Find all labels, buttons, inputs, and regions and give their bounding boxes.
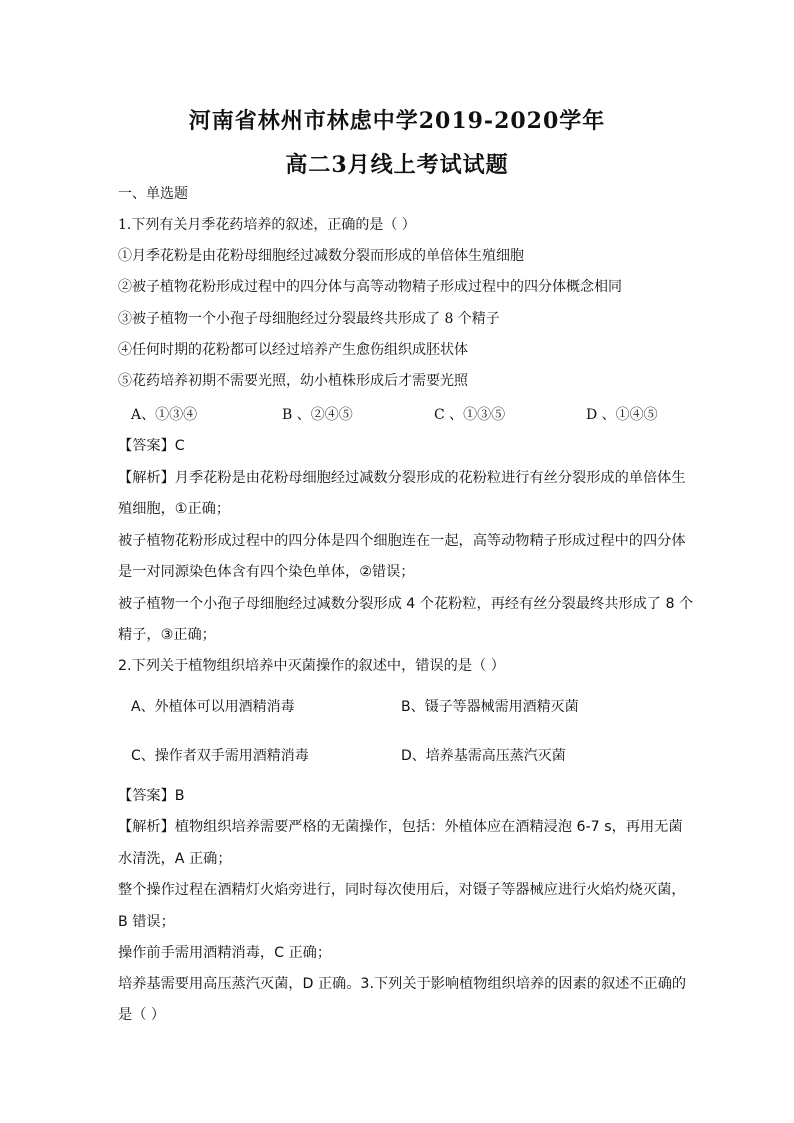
q2-analysis-line: B 错误； [118,914,175,930]
q2-option-d: D、培养基需高压蒸汽灭菌 [401,748,566,764]
q1-option-c: C 、①③⑤ [434,407,506,423]
q1-item: ③被子植物一个小孢子母细胞经过分裂最终共形成了 8 个精子 [118,311,500,327]
q1-item: ⑤花药培养初期不需要光照，幼小植株形成后才需要光照 [118,373,468,389]
q1-analysis-line: 殖细胞，①正确； [118,501,231,517]
q2-option-c: C、操作者双手需用酒精消毒 [131,748,309,764]
q1-analysis-line: 是一对同源染色体含有四个染色单体，②错误； [118,564,415,580]
q1-analysis-line: 【解析】月季花粉是由花粉母细胞经过减数分裂形成的花粉粒进行有丝分裂形成的单倍体生 [118,470,686,486]
q2-option-a: A、外植体可以用酒精消毒 [131,699,295,715]
q1-analysis-line: 精子，③正确； [118,627,216,643]
q1-answer: 【答案】C [118,438,185,454]
q2-stem: 2.下列关于植物组织培养中灭菌操作的叙述中，错误的是（ ） [118,658,505,674]
q2-option-b: B、镊子等器械需用酒精灭菌 [401,699,579,715]
q2-answer: 【答案】B [118,788,185,804]
q1-option-b: B 、②④⑤ [282,407,353,423]
q2-analysis-line: 是（ ） [118,1007,166,1023]
q1-option-a: A、①③④ [131,407,198,423]
q1-analysis-line: 被子植物花粉形成过程中的四分体是四个细胞连在一起，高等动物精子形成过程中的四分体 [118,533,686,549]
q1-item: ②被子植物花粉形成过程中的四分体与高等动物精子形成过程中的四分体概念相同 [118,279,622,295]
page-title-line2: 高二3月线上考试试题 [285,152,509,178]
section-heading: 一、单选题 [118,186,188,202]
page-title-line1: 河南省林州市林虑中学2019-2020学年 [188,108,606,134]
q2-analysis-line: 水清洗，A 正确； [118,851,232,867]
q1-item: ④任何时期的花粉都可以经过培养产生愈伤组织成胚状体 [118,342,468,358]
q1-option-d: D 、①④⑤ [586,407,658,423]
q1-item: ①月季花粉是由花粉母细胞经过减数分裂而形成的单倍体生殖细胞 [118,248,524,264]
q2-analysis-line: 【解析】植物组织培养需要严格的无菌操作，包括：外植体应在酒精浸泡 6-7 s，再用无菌 [118,819,683,835]
q1-analysis-line: 被子植物一个小孢子母细胞经过减数分裂形成 4 个花粉粒，再经有丝分裂最终共形成了 8 个 [118,596,694,612]
q1-stem: 1.下列有关月季花药培养的叙述，正确的是（ ） [118,217,416,233]
q2-analysis-line: 培养基需要用高压蒸汽灭菌，D 正确。3.下列关于影响植物组织培养的因素的叙述不正确的 [118,976,687,992]
q2-analysis-line: 操作前手需用酒精消毒，C 正确； [118,945,332,961]
q2-analysis-line: 整个操作过程在酒精灯火焰旁进行，同时每次使用后，对镊子等器械应进行火焰灼烧灭菌， [118,882,686,898]
